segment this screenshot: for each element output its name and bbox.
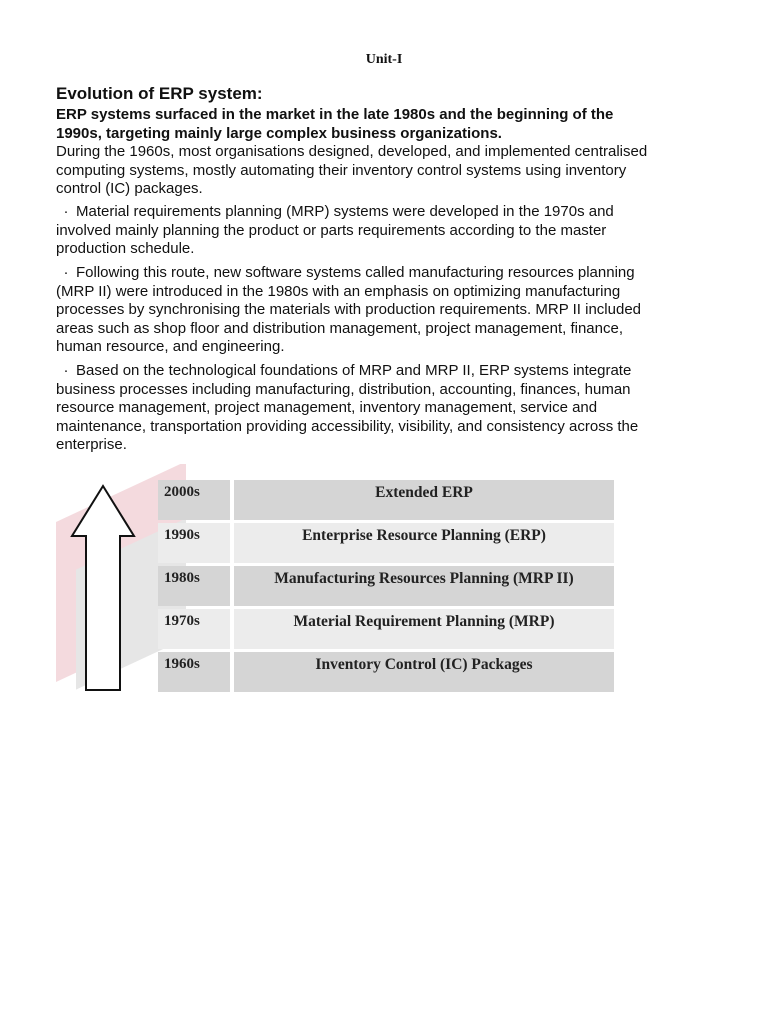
lead-paragraph: ERP systems surfaced in the market in the late 1980s and the beginning of the 1990s, targeting mainly large complex business organizations.	[56, 106, 614, 142]
unit-title: Unit-I	[365, 52, 403, 67]
bullet-dot: ·	[63, 362, 69, 379]
timeline-label: Enterprise Resource Planning (ERP)	[234, 523, 614, 563]
up-arrow-icon	[68, 484, 138, 694]
timeline-row-1980s	[158, 566, 614, 606]
timeline-label: Material Requirement Planning (MRP)	[234, 609, 614, 649]
timeline-row-1990s	[158, 523, 614, 563]
erp-evolution-figure	[56, 464, 616, 696]
paragraph-text: During the 1960s, most organisations designed, developed, and implemented centralised computing systems, mostly automating their inventory control systems using inventory control (IC) packages.	[56, 143, 648, 198]
timeline-row-1970s	[158, 609, 614, 649]
timeline-row-2000s	[158, 480, 614, 520]
timeline-decade: 1990s	[158, 523, 230, 563]
timeline-label: Extended ERP	[234, 480, 614, 520]
paragraph-mrp	[56, 203, 666, 259]
timeline-row-1960s	[158, 652, 614, 692]
paragraph-mrp-ii	[56, 264, 666, 357]
bullet-dot: ·	[63, 203, 69, 220]
timeline-decade: 1970s	[158, 609, 230, 649]
timeline-decade: 2000s	[158, 480, 230, 520]
timeline-label: Manufacturing Resources Planning (MRP II)	[234, 566, 614, 606]
paragraph-text: Material requirements planning (MRP) systems were developed in the 1970s and involved mainly planning the product or parts requirements according to the master production schedule.	[56, 203, 614, 258]
paragraph-text: Following this route, new software systems called manufacturing resources planning (MRP II) were introduced in the 1980s with an emphasis on optimizing manufacturing processes by synchronising the materials with production requirements. MRP II included areas such as shop floor and distribution management, project management, finance, human resource, and engineering.	[56, 264, 641, 356]
paragraph-1960s	[56, 143, 666, 199]
paragraph-erp	[56, 362, 666, 455]
timeline-decade: 1980s	[158, 566, 230, 606]
timeline-label: Inventory Control (IC) Packages	[234, 652, 614, 692]
paragraph-text: Based on the technological foundations of MRP and MRP II, ERP systems integrate business processes including manufacturing, distribution, accounting, finances, human resource management, project management, inventory management, service and maintenance, transportation providing accessibility, visibility, and consistency across the enterprise.	[56, 362, 639, 454]
section-heading: Evolution of ERP system:	[56, 84, 263, 103]
bullet-dot: ·	[63, 264, 69, 281]
timeline-decade: 1960s	[158, 652, 230, 692]
